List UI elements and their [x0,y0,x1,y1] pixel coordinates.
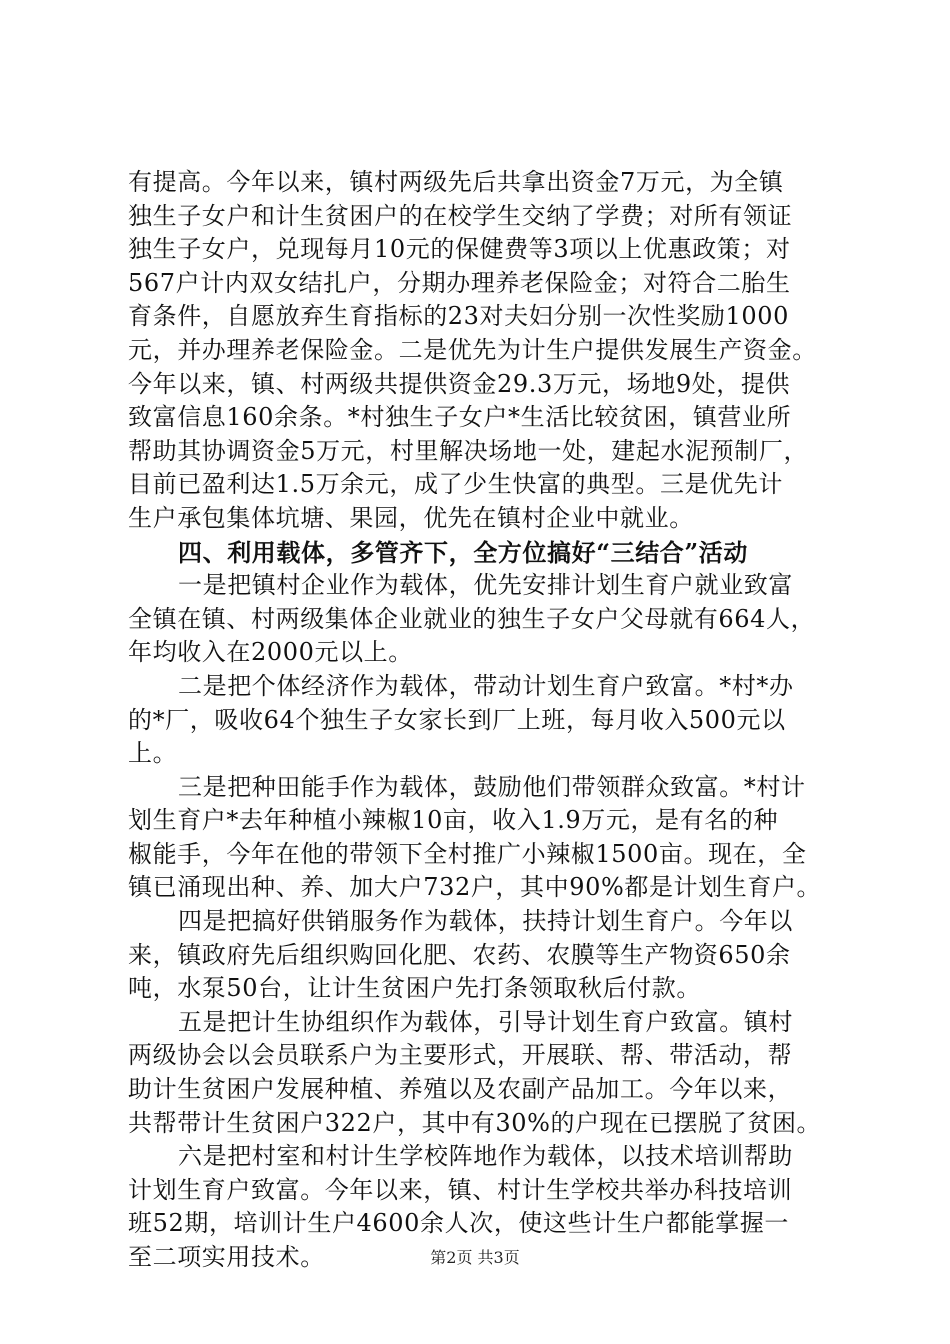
paragraph-line: 育条件，自愿放弃生育指标的23对夫妇分别一次性奖励1000 [128,302,790,331]
paragraph-line: 致富信息160余条。*村独生子女户*生活比较贫困，镇营业所 [128,403,792,432]
paragraph-line: 助计生贫困户发展种植、养殖以及农副产品加工。今年以来， [128,1075,793,1104]
paragraph-line: 独生子女户和计生贫困户的在校学生交纳了学费；对所有领证 [128,201,793,230]
paragraph-line: 五是把计生协组织作为载体，引导计划生育户致富。镇村 [178,1007,793,1036]
paragraph-line: 吨，水泵50台，让计生贫困户先打条领取秋后付款。 [128,974,701,1003]
paragraph-line: 目前已盈利达1.5万余元，成了少生快富的典型。三是优先计 [128,470,783,499]
paragraph-line: 班52期，培训计生户4600余人次，使这些计生户都能掌握一 [128,1209,790,1238]
paragraph-line: 567户计内双女结扎户，分期办理养老保险金；对符合二胎生 [128,268,791,297]
paragraph-line: 共帮带计生贫困户322户，其中有30%的户现在已摆脱了贫困。 [128,1108,822,1137]
paragraph-line: 有提高。今年以来，镇村两级先后共拿出资金7万元，为全镇 [128,168,784,196]
paragraph-line: 全镇在镇、村两级集体企业就业的独生子女户父母就有664人， [128,604,816,633]
paragraph-line: 四是把搞好供销服务作为载体，扶持计划生育户。今年以 [178,907,793,936]
section-heading: 四、利用载体，多管齐下，全方位搞好“三结合”活动 [178,537,749,567]
paragraph-line: 帮助其协调资金5万元，村里解决场地一处，建起水泥预制厂， [128,436,809,465]
paragraph-line: 元，并办理养老保险金。二是优先为计生户提供发展生产资金。 [128,335,817,364]
paragraph-line: 年均收入在2000元以上。 [128,638,413,667]
paragraph-line: 两级协会以会员联系户为主要形式，开展联、帮、带活动，帮 [128,1041,793,1070]
page-footer: 第2页 共3页 [430,1248,520,1267]
paragraph-line: 六是把村室和村计生学校阵地作为载体，以技术培训帮助 [178,1142,793,1171]
paragraph-line: 椒能手，今年在他的带领下全村推广小辣椒1500亩。现在，全 [128,839,807,868]
paragraph-line: 来，镇政府先后组织购回化肥、农药、农膜等生产物资650余 [128,940,791,969]
paragraph-line: 一是把镇村企业作为载体，优先安排计划生育户就业致富 [178,571,793,600]
paragraph-line: 今年以来，镇、村两级共提供资金29.3万元，场地9处，提供 [128,369,791,398]
paragraph-line: 至二项实用技术。 [128,1243,325,1271]
paragraph-line: 上。 [128,739,178,768]
paragraph-line: 生户承包集体坑塘、果园，优先在镇村企业中就业。 [128,503,694,532]
paragraph-line: 计划生育户致富。今年以来，镇、村计生学校共举办科技培训 [128,1175,793,1204]
paragraph-line: 二是把个体经济作为载体，带动计划生育户致富。*村*办 [178,671,794,700]
paragraph-line: 的*厂，吸收64个独生子女家长到厂上班，每月收入500元以 [128,705,786,734]
paragraph-line: 划生育户*去年种植小辣椒10亩，收入1.9万元，是有名的种 [128,806,779,835]
paragraph-line: 三是把种田能手作为载体，鼓励他们带领群众致富。*村计 [178,772,806,801]
document-body [128,166,828,1275]
paragraph-line: 独生子女户，兑现每月10元的保健费等3项以上优惠政策；对 [128,235,791,264]
paragraph-line: 镇已涌现出种、养、加大户732户，其中90%都是计划生育户。 [128,873,822,902]
